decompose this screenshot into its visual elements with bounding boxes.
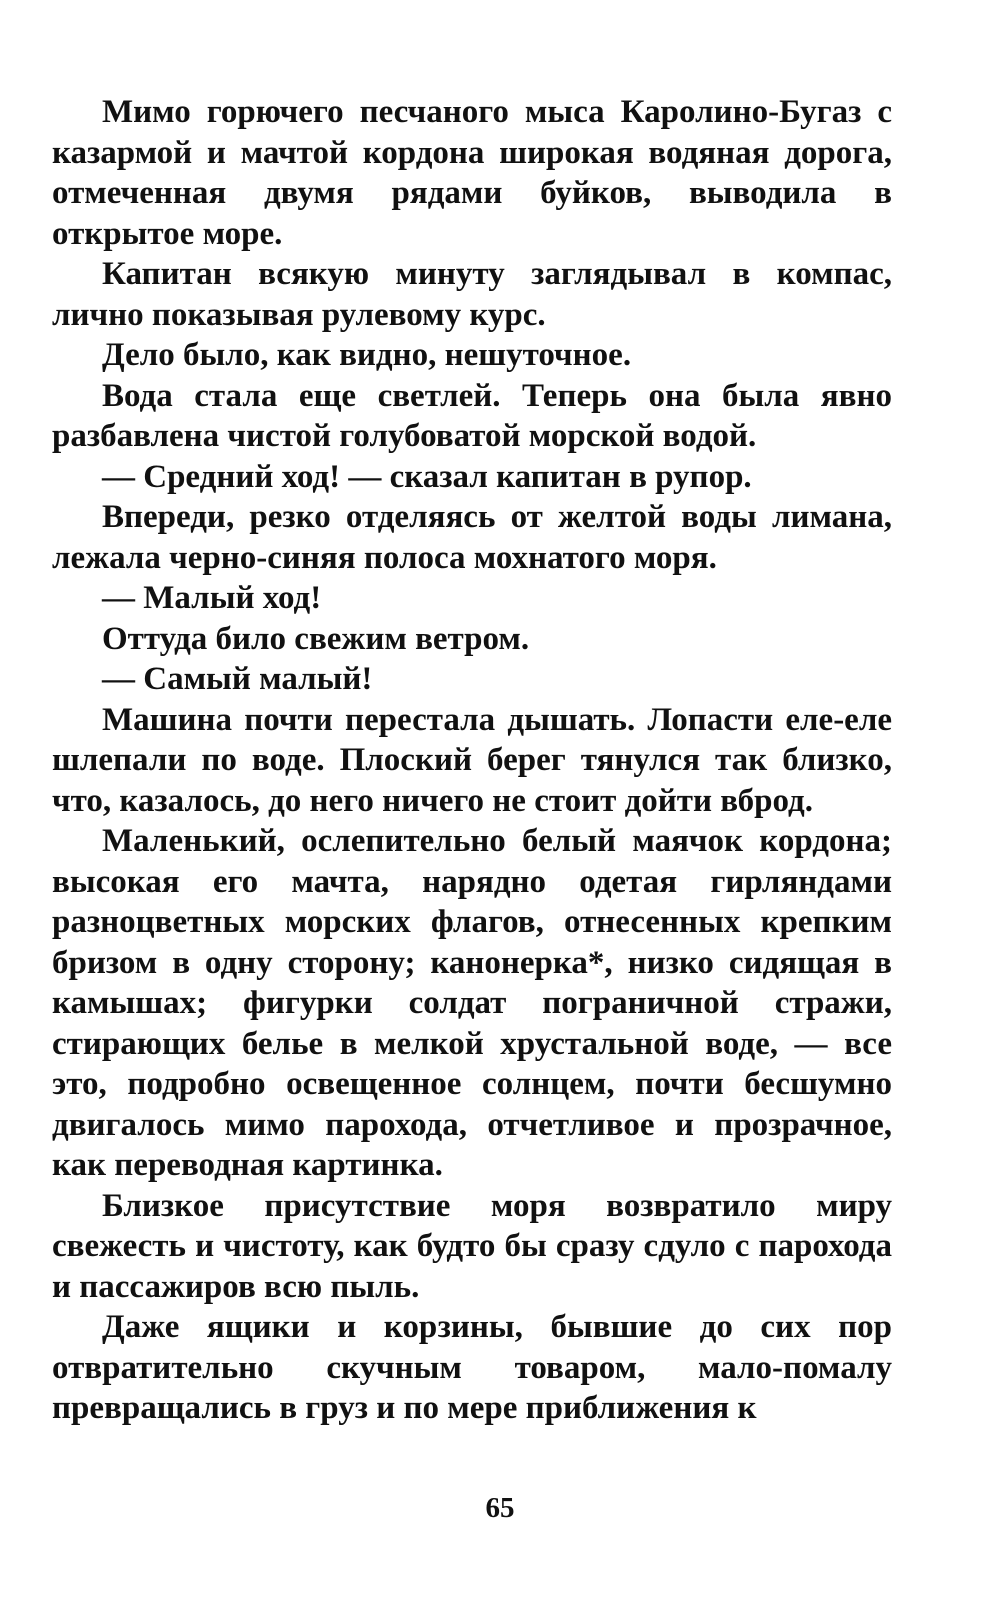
paragraph: Дело было, как видно, нешуточное. [102,337,632,373]
paragraph: Впереди, резко отделяясь от желтой воды лимана, лежала черно-синяя полоса мохнатого моря. [52,499,892,576]
paragraph: Оттуда било свежим ветром. [102,620,530,657]
page-body [52,92,892,1429]
paragraph: Вода стала еще светлей. Теперь она была явно разбавлена чистой голубоватой морской водой. [52,377,892,454]
paragraph: Даже ящики и корзины, бывшие до сих пор отвратительно скучным товаром, мало-помалу превращались в груз и по мере приближения к [52,1309,892,1426]
paragraph: Капитан всякую минуту заглядывал в компас, лично показывая рулевому курс. [52,256,892,333]
dialogue-line: — Самый малый! [102,661,373,697]
paragraph: Машина почти перестала дышать. Лопасти еле-еле шлепали по воде. Плоский берег тянулся так близко, что, казалось, до него ничего не стоит дойти вброд. [52,701,892,819]
dialogue-line: — Малый ход! [102,580,322,616]
page-number: 65 [485,1492,515,1524]
paragraph: Мимо горючего песчаного мыса Каролино-Бугаз с казармой и мачтой кордона широкая водяная дорога, отмеченная двумя рядами буйков, выводила в открытое море. [52,94,892,252]
paragraph: Близкое присутствие моря возвратило миру свежесть и чистоту, как будто бы сразу сдуло с парохода и пассажиров всю пыль. [52,1187,892,1305]
dialogue-line: — Средний ход! — сказал капитан в рупор. [102,458,752,495]
paragraph: Маленький, ослепительно белый маячок кордона; высокая его мачта, нарядно одетая гирляндами разноцветных морских флагов, отнесенных крепким бризом в одну сторону; канонерка*, низко сидящая в камышах; фигурки солдат пограничной стражи, стирающих белье в мелкой хрустальной воде, — все это, подробно освещенное солнцем, почти бесшумно двигалось мимо парохода, отчетливое и прозрачное, как переводная картинка. [52,823,892,1183]
